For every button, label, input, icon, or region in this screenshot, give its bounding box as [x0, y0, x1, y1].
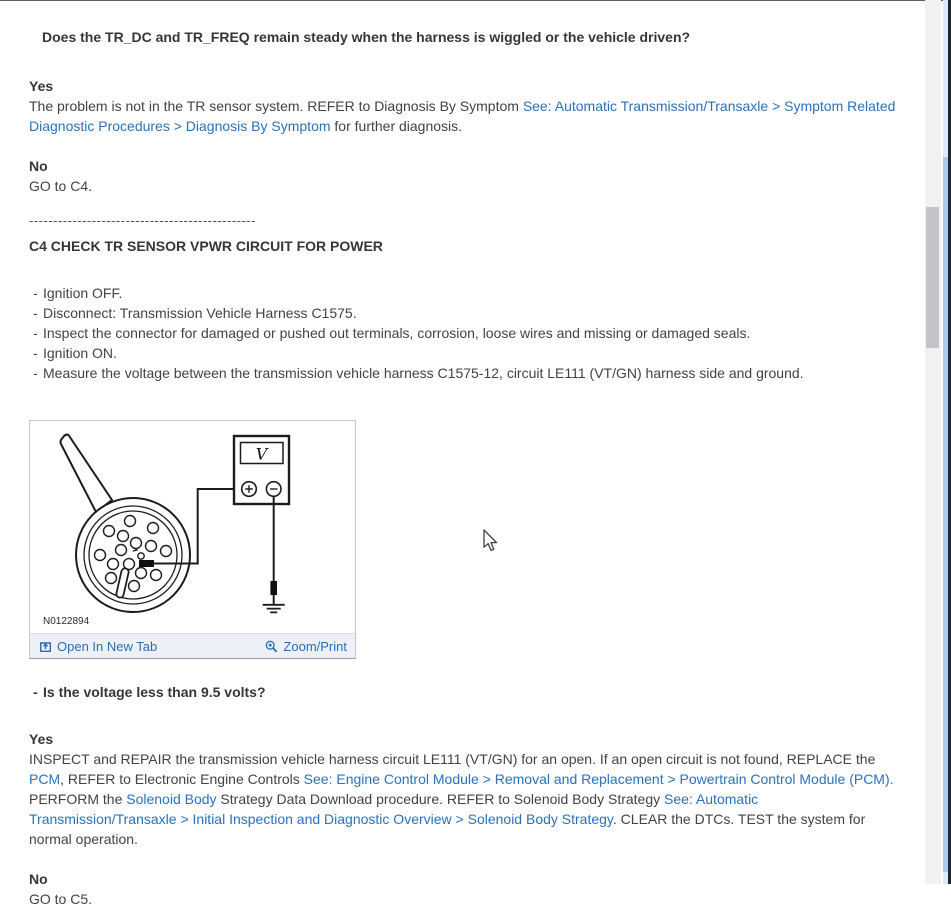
wiring-figure — [29, 420, 356, 659]
open-in-new-tab-icon — [39, 640, 52, 653]
question-text: Is the voltage less than 9.5 volts? — [43, 684, 266, 700]
no-label: No — [29, 871, 48, 887]
answer-text: INSPECT and REPAIR the transmission vehicle harness circuit LE111 (VT/GN) for an open. If an open circuit is not found, REPLACE the — [29, 751, 876, 767]
bullet-marker: - — [33, 365, 38, 381]
answer-text: Strategy Data Download procedure. REFER to Solenoid Body Strategy — [216, 791, 665, 807]
yes-answer-paragraph — [29, 749, 909, 849]
answer-text: The problem is not in the TR sensor system. REFER to Diagnosis By Symptom — [29, 98, 523, 114]
step-heading: C4 CHECK TR SENSOR VPWR CIRCUIT FOR POWER — [29, 238, 383, 254]
zoom-print-label: Zoom/Print — [283, 638, 347, 654]
step-text: Inspect the connector for damaged or pushed out terminals, corrosion, loose wires and missing or damaged seals. — [43, 325, 751, 341]
no-answer-text: GO to C4. — [29, 178, 93, 194]
voltage-question — [29, 682, 529, 702]
procedure-steps-list — [29, 283, 909, 383]
list-item — [29, 323, 909, 343]
zoom-print-button[interactable] — [265, 640, 347, 653]
step-text: Ignition ON. — [43, 345, 117, 361]
solenoid-body-strategy-reference-link[interactable]: See: Automatic Transmission/Transaxle > Initial Inspection and Diagnostic Overview > Solenoid Body Strategy — [29, 791, 759, 827]
no-label: No — [29, 158, 48, 174]
zoom-plus-icon — [265, 640, 278, 653]
bullet-marker: - — [33, 285, 38, 301]
connector-voltmeter-diagram — [30, 421, 355, 633]
dashed-divider: ----------------------------------------------- — [29, 213, 256, 228]
yes-answer-paragraph — [29, 96, 909, 136]
yes-label: Yes — [29, 78, 54, 94]
figure-number-label: N0122894 — [43, 616, 90, 627]
step-text: Ignition OFF. — [43, 285, 123, 301]
figure-canvas — [30, 421, 355, 633]
open-in-new-tab-button[interactable] — [39, 640, 157, 653]
engine-control-module-reference-link[interactable]: See: Engine Control Module > Removal and Replacement > Powertrain Control Module (PCM). — [303, 771, 894, 787]
bullet-marker: - — [33, 684, 38, 700]
list-item — [29, 303, 909, 323]
figure-toolbar — [30, 633, 355, 658]
pcm-link[interactable]: PCM — [29, 771, 61, 787]
content-scrollbar-track[interactable] — [925, 0, 941, 884]
bullet-marker: - — [33, 345, 38, 361]
voltmeter-letter: V — [255, 444, 268, 464]
answer-text: . CLEAR the DTCs. TEST the system for normal operation. — [29, 811, 866, 847]
bullet-marker: - — [33, 305, 38, 321]
answer-text: for further diagnosis. — [330, 118, 463, 134]
no-answer-text: GO to C5. — [29, 891, 93, 907]
answer-text: PERFORM the — [29, 791, 127, 807]
list-item — [29, 283, 909, 303]
list-item — [29, 343, 909, 363]
step-text: Disconnect: Transmission Vehicle Harness C1575. — [43, 305, 357, 321]
list-item — [29, 363, 909, 383]
content-scrollbar-thumb[interactable] — [926, 207, 939, 348]
answer-text: , REFER to Electronic Engine Controls — [60, 771, 304, 787]
solenoid-body-link[interactable]: Solenoid Body — [126, 791, 217, 807]
yes-label: Yes — [29, 731, 54, 747]
procedure-content — [0, 1, 909, 909]
step-text: Measure the voltage between the transmission vehicle harness C1575-12, circuit LE111 (VT/GN) harness side and ground. — [43, 365, 804, 381]
bullet-marker: - — [33, 325, 38, 341]
diagnostic-question: Does the TR_DC and TR_FREQ remain steady when the harness is wiggled or the vehicle driven? — [42, 29, 691, 45]
symptom-reference-link[interactable]: See: Automatic Transmission/Transaxle > Symptom Related Diagnostic Procedures > Diagnosis By Symptom — [29, 98, 896, 134]
open-in-new-tab-label: Open In New Tab — [57, 638, 158, 654]
